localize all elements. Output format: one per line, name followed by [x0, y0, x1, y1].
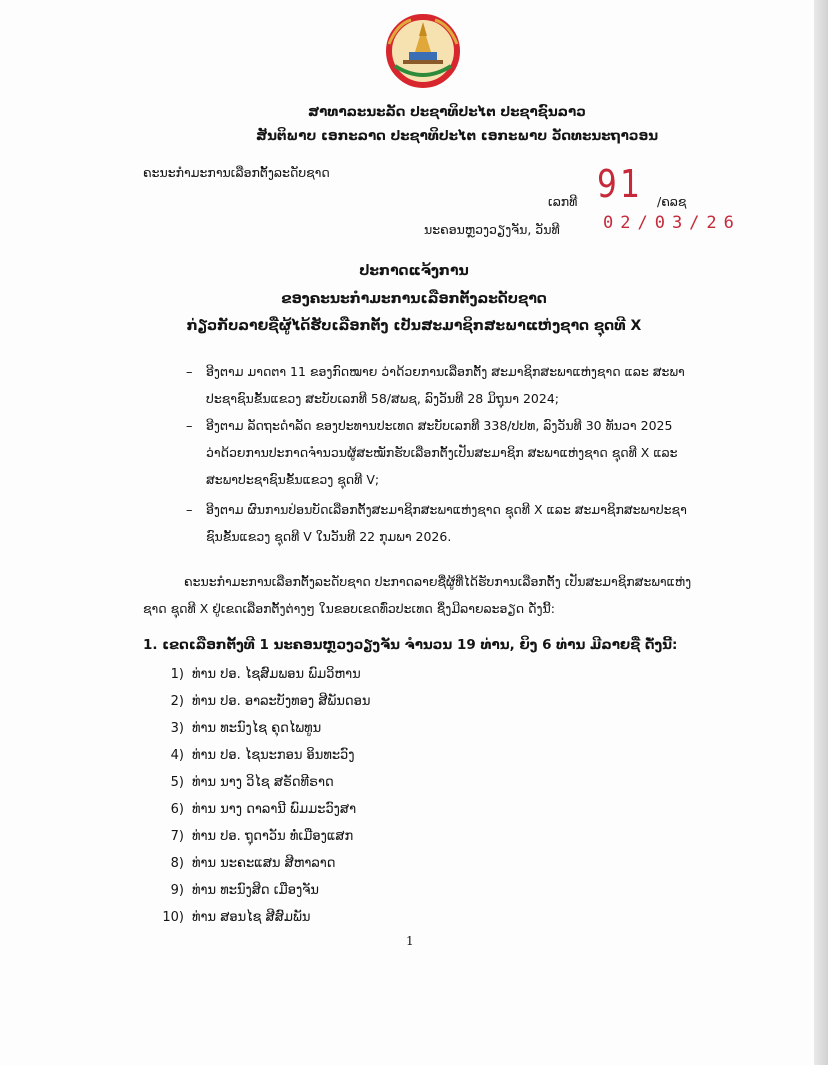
bullet-dash: – [186, 503, 193, 518]
list-item [160, 829, 353, 844]
bullet-text [206, 412, 678, 493]
item-name: ທ່ານ ປອ. ອາລະບັງທອງ ສີພັນດອນ [192, 694, 371, 709]
intro-line-1: ຄະນະກຳມະການເລືອກຕັ້ງລະດັບຊາດ ປະກາດລາຍຊື່ຜູ້ທີ່ໄດ້ຮັບການເລືອກຕັ້ງ ເປັນສະມາຊິກສະພາແຫ່ງ [184, 574, 692, 589]
item-number: 10) [162, 910, 184, 925]
doc-title-1: ປະກາດແຈ້ງການ [359, 263, 469, 279]
list-item [160, 748, 355, 763]
bullet-line: ສະພາປະຊາຊົນຂັ້ນແຂວງ ຊຸດທີ V; [206, 472, 380, 487]
ref-number-handwritten: 91 [597, 162, 644, 206]
list-item [160, 883, 319, 898]
issuer-name: ຄະນະກຳມະການເລືອກຕັ້ງລະດັບຊາດ [143, 165, 330, 180]
bullet-text [206, 496, 687, 550]
page-edge-shadow [814, 0, 828, 1065]
list-item [160, 802, 356, 817]
bullet-dash: – [186, 365, 193, 380]
bullet-dash: – [186, 419, 193, 434]
date-handwritten: 02/03/26 [603, 213, 741, 233]
item-number: 8) [170, 856, 184, 871]
item-number: 6) [170, 802, 184, 817]
doc-title-3: ກ່ຽວກັບລາຍຊື່ຜູ້ໄດ້ຮັບເລືອກຕັ້ງ ເປັນສະມາຊິກສະພາແຫ່ງຊາດ ຊຸດທີ X [186, 318, 642, 334]
item-name: ທ່ານ ປອ. ຖຸດາວັນ ທ່ໍເມືອງແສກ [192, 829, 354, 844]
list-item [160, 694, 370, 709]
item-name: ທ່ານ ປອ. ໄຊສົມພອນ ພົມວິຫານ [192, 667, 361, 682]
list-item [160, 721, 321, 736]
bullet-line: ອີງຕາມ ຜົນການປ່ອນບັດເລືອກຕັ້ງສະມາຊິກສະພາແຫ່ງຊາດ ຊຸດທີ X ແລະ ສະມາຊິກສະພາປະຊາ [206, 502, 687, 517]
ref-suffix: /ຄລຊ [657, 194, 687, 209]
bullet-line: ອີງຕາມ ລັດຖະດຳລັດ ຂອງປະທານປະເທດ ສະບັບເລກທີ 338/ປປທ, ລົງວັນທີ 30 ທັນວາ 2025 [206, 418, 673, 433]
item-name: ທ່ານ ນາງ ດາລານີ ພົມມະວົງສາ [192, 802, 357, 817]
national-emblem-icon [381, 14, 465, 88]
ref-label: ເລກທີ [548, 194, 578, 209]
intro-line-2: ຊາດ ຊຸດທີ X ຢູ່ເຂດເລືອກຕັ້ງຕ່າງໆ ໃນຂອບເຂດທົ່ວປະເທດ ຊຶ່ງມີລາຍລະອຽດ ດັ່ງນີ້: [143, 601, 555, 616]
list-item [160, 775, 334, 790]
bullet-line: ອີງຕາມ ມາດຕາ 11 ຂອງກົດໝາຍ ວ່າດ້ວຍການເລືອກຕັ້ງ ສະມາຊິກສະພາແຫ່ງຊາດ ແລະ ສະພາ [206, 364, 685, 379]
item-name: ທ່ານ ທະນົງສິດ ເມືອງຈັນ [192, 883, 319, 898]
bullet-line: ຊົນຂັ້ນແຂວງ ຊຸດທີ V ໃນວັນທີ 22 ກຸມພາ 2026. [206, 529, 452, 544]
item-number: 9) [170, 883, 184, 898]
item-name: ທ່ານ ສອນໄຊ ສີສົມພັນ [192, 910, 311, 925]
item-number: 3) [170, 721, 184, 736]
item-number: 1) [170, 667, 184, 682]
bullet-text [206, 358, 685, 412]
item-name: ທ່ານ ປອ. ໄຊນະກອນ ອິນທະວົງ [192, 748, 355, 763]
republic-motto: ສັນຕິພາບ ເອກະລາດ ປະຊາທິປະໄຕ ເອກະພາບ ວັດທະນະຖາວອນ [256, 128, 659, 144]
bullet-line: ປະຊາຊົນຂັ້ນແຂວງ ສະບັບເລກທີ 58/ສພຊ, ລົງວັນທີ 28 ມິຖຸນາ 2024; [206, 391, 560, 406]
item-name: ທ່ານ ນາງ ວິໄຊ ສຣັດທີຣາດ [192, 775, 334, 790]
list-item [160, 856, 336, 871]
item-number: 2) [170, 694, 184, 709]
item-number: 4) [170, 748, 184, 763]
item-name: ທ່ານ ທະນົງໄຊ ຄຸດໄພທູນ [192, 721, 322, 736]
doc-title-2: ຂອງຄະນະກຳມະການເລືອກຕັ້ງລະດັບຊາດ [281, 291, 547, 307]
list-item [160, 910, 310, 925]
republic-title: ສາທາລະນະລັດ ປະຊາທິປະໄຕ ປະຊາຊົນລາວ [308, 104, 586, 120]
section-heading: 1. ເຂດເລືອກຕັ້ງທີ 1 ນະຄອນຫຼວງວຽງຈັນ ຈຳນວນ 19 ທ່ານ, ຍິງ 6 ທ່ານ ມີລາຍຊື່ ດັ່ງນີ້: [143, 637, 678, 653]
bullet-line: ວ່າດ້ວຍການປະກາດຈຳນວນຜູ້ສະໝັກຮັບເລືອກຕັ້ງເປັນສະມາຊິກ ສະພາແຫ່ງຊາດ ຊຸດທີ X ແລະ [206, 445, 678, 460]
list-item [160, 667, 361, 682]
item-name: ທ່ານ ນະຄະແສນ ສີຫາລາດ [192, 856, 336, 871]
page-number: 1 [406, 934, 414, 948]
item-number: 5) [170, 775, 184, 790]
place-date-label: ນະຄອນຫຼວງວຽງຈັນ, ວັນທີ [424, 222, 560, 237]
item-number: 7) [170, 829, 184, 844]
